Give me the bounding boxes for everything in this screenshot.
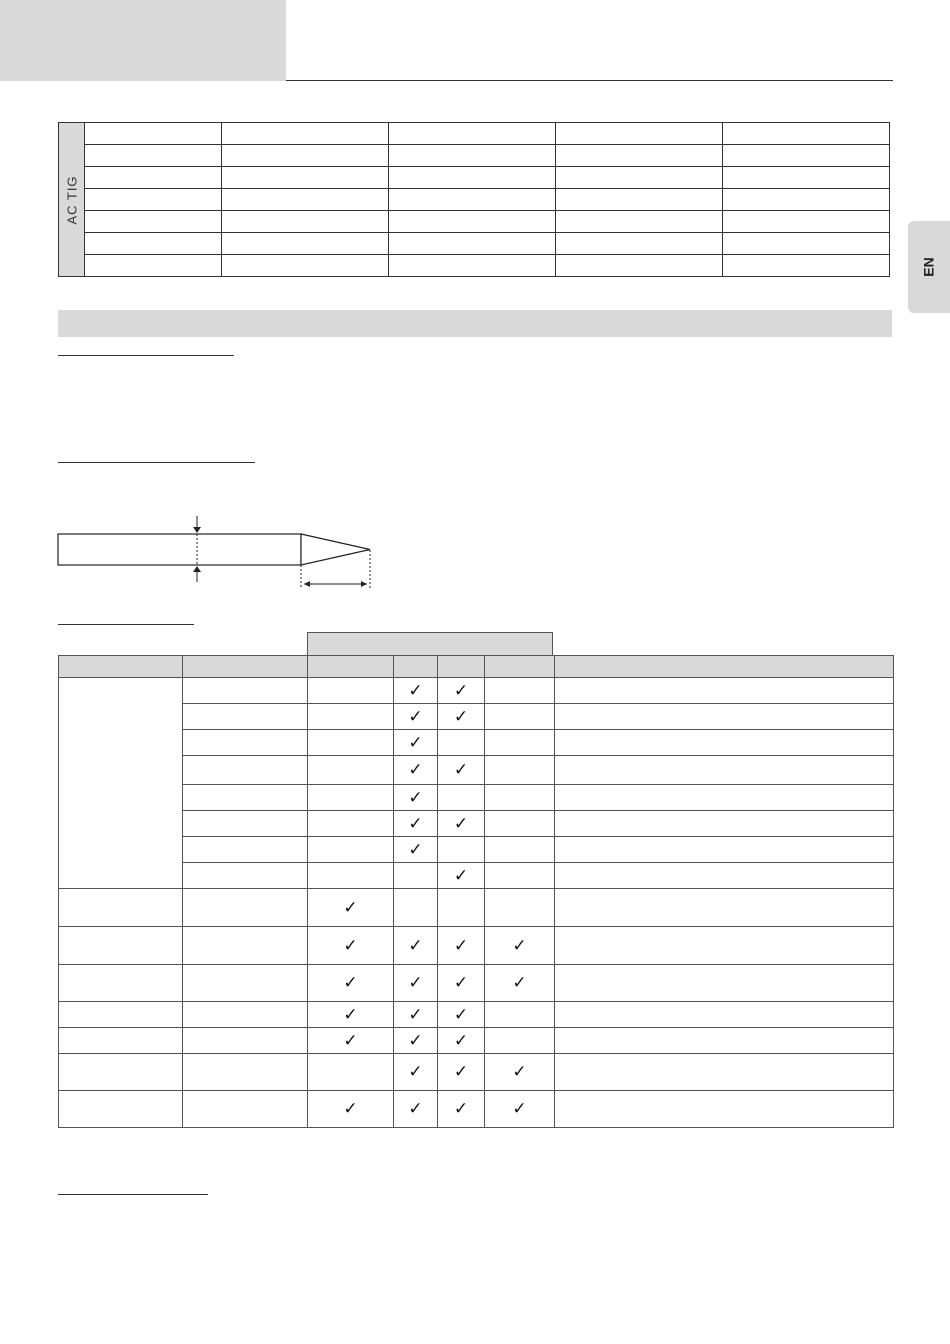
table-cell bbox=[485, 811, 555, 837]
checkmark-icon: ✓ bbox=[408, 839, 423, 860]
table-cell bbox=[59, 927, 183, 965]
table-cell bbox=[556, 123, 723, 145]
table-cell bbox=[485, 785, 555, 811]
table-cell bbox=[59, 889, 183, 927]
table-cell bbox=[85, 189, 222, 211]
checkmark-icon: ✓ bbox=[343, 1030, 358, 1051]
check-cell bbox=[394, 965, 438, 1002]
checkmark-icon: ✓ bbox=[343, 935, 358, 956]
check-cell bbox=[308, 1002, 394, 1028]
table-cell bbox=[59, 1091, 183, 1128]
table-row bbox=[59, 785, 894, 811]
table-cell bbox=[723, 123, 890, 145]
checkmark-icon: ✓ bbox=[408, 706, 423, 727]
column-header bbox=[485, 656, 555, 678]
table-cell bbox=[556, 145, 723, 167]
table-row bbox=[59, 1028, 894, 1054]
table-cell bbox=[485, 863, 555, 889]
table-cell bbox=[438, 785, 485, 811]
check-cell bbox=[438, 927, 485, 965]
checkmark-icon: ✓ bbox=[512, 935, 527, 956]
check-cell bbox=[438, 1054, 485, 1091]
table-cell bbox=[183, 730, 308, 756]
check-cell bbox=[438, 965, 485, 1002]
check-cell bbox=[438, 1091, 485, 1128]
check-cell bbox=[485, 1054, 555, 1091]
table-row bbox=[59, 145, 890, 167]
checkmark-icon: ✓ bbox=[453, 935, 469, 956]
table-cell bbox=[85, 145, 222, 167]
checkmark-icon: ✓ bbox=[408, 787, 423, 808]
table-cell bbox=[485, 837, 555, 863]
subheading-underline bbox=[58, 1194, 208, 1195]
check-cell bbox=[394, 1028, 438, 1054]
table-cell bbox=[723, 211, 890, 233]
table-row bbox=[59, 211, 890, 233]
table-cell bbox=[555, 837, 894, 863]
compat-table bbox=[58, 655, 894, 1128]
table-cell bbox=[183, 756, 308, 785]
table-cell bbox=[183, 785, 308, 811]
table-cell bbox=[555, 863, 894, 889]
checkmark-icon: ✓ bbox=[408, 760, 423, 780]
table-row bbox=[59, 863, 894, 889]
table-cell bbox=[389, 233, 556, 255]
table-cell bbox=[555, 730, 894, 756]
table-cell bbox=[389, 145, 556, 167]
table-header-row bbox=[59, 656, 894, 678]
table-cell bbox=[308, 863, 394, 889]
table-row bbox=[59, 704, 894, 730]
table-cell bbox=[438, 837, 485, 863]
check-cell bbox=[438, 1002, 485, 1028]
subheading-underline bbox=[58, 624, 194, 625]
check-cell bbox=[394, 811, 438, 837]
table-row bbox=[59, 965, 894, 1002]
check-cell bbox=[438, 704, 485, 730]
table-cell bbox=[222, 211, 389, 233]
table-cell bbox=[222, 255, 389, 277]
table-row bbox=[59, 811, 894, 837]
table-row bbox=[59, 756, 894, 785]
column-header bbox=[555, 656, 894, 678]
table-cell bbox=[485, 1028, 555, 1054]
table-cell bbox=[183, 965, 308, 1002]
table-cell bbox=[308, 704, 394, 730]
table-row bbox=[59, 730, 894, 756]
table-cell bbox=[183, 704, 308, 730]
checkmark-icon: ✓ bbox=[408, 973, 423, 993]
table-cell bbox=[183, 1091, 308, 1128]
compat-group-header bbox=[307, 632, 553, 655]
table-cell bbox=[485, 756, 555, 785]
checkmark-icon: ✓ bbox=[453, 680, 469, 701]
check-cell bbox=[394, 837, 438, 863]
section-heading-bar bbox=[58, 310, 892, 337]
table-row bbox=[59, 1091, 894, 1128]
table-row bbox=[59, 927, 894, 965]
check-cell bbox=[438, 678, 485, 704]
table-cell bbox=[394, 889, 438, 927]
table-row bbox=[59, 678, 894, 704]
ac-tig-side-label-cell bbox=[59, 123, 85, 277]
check-cell bbox=[394, 927, 438, 965]
ac-tig-table bbox=[58, 122, 890, 277]
column-header bbox=[394, 656, 438, 678]
language-code: EN bbox=[920, 257, 937, 277]
table-cell bbox=[183, 837, 308, 863]
table-cell bbox=[555, 1002, 894, 1028]
checkmark-icon: ✓ bbox=[453, 1099, 469, 1119]
table-cell bbox=[723, 255, 890, 277]
table-cell bbox=[555, 756, 894, 785]
table-cell bbox=[485, 730, 555, 756]
checkmark-icon: ✓ bbox=[343, 973, 358, 993]
table-cell bbox=[59, 1028, 183, 1054]
language-tab[interactable] bbox=[908, 221, 950, 313]
table-cell bbox=[555, 927, 894, 965]
table-cell bbox=[308, 730, 394, 756]
table-cell bbox=[555, 1091, 894, 1128]
check-cell bbox=[394, 678, 438, 704]
checkmark-icon: ✓ bbox=[453, 813, 469, 834]
arrow-head bbox=[193, 527, 201, 533]
checkmark-icon: ✓ bbox=[408, 680, 423, 701]
table-cell bbox=[438, 889, 485, 927]
column-header bbox=[308, 656, 394, 678]
table-cell bbox=[723, 189, 890, 211]
check-cell bbox=[308, 927, 394, 965]
table-cell bbox=[183, 678, 308, 704]
table-cell bbox=[59, 1054, 183, 1091]
table-row bbox=[59, 123, 890, 145]
column-header bbox=[183, 656, 308, 678]
check-cell bbox=[438, 811, 485, 837]
checkmark-icon: ✓ bbox=[453, 1062, 469, 1082]
table-cell bbox=[556, 167, 723, 189]
check-cell bbox=[438, 756, 485, 785]
table-row bbox=[59, 255, 890, 277]
table-cell bbox=[59, 965, 183, 1002]
table-cell bbox=[556, 233, 723, 255]
table-cell bbox=[555, 811, 894, 837]
table-cell bbox=[222, 167, 389, 189]
table-cell bbox=[555, 1054, 894, 1091]
table-cell bbox=[183, 1002, 308, 1028]
check-cell bbox=[394, 1091, 438, 1128]
table-cell bbox=[555, 889, 894, 927]
table-cell bbox=[555, 785, 894, 811]
group-cell bbox=[59, 678, 183, 889]
checkmark-icon: ✓ bbox=[343, 897, 358, 918]
table-cell bbox=[723, 167, 890, 189]
table-row bbox=[59, 1002, 894, 1028]
table-cell bbox=[308, 1054, 394, 1091]
check-cell bbox=[308, 889, 394, 927]
checkmark-icon: ✓ bbox=[453, 973, 469, 993]
table-cell bbox=[389, 189, 556, 211]
checkmark-icon: ✓ bbox=[343, 1099, 358, 1119]
table-cell bbox=[222, 189, 389, 211]
subheading-underline bbox=[58, 462, 255, 463]
electrode-tip bbox=[301, 534, 370, 565]
checkmark-icon: ✓ bbox=[408, 1062, 423, 1082]
checkmark-icon: ✓ bbox=[453, 706, 469, 727]
check-cell bbox=[308, 1091, 394, 1128]
table-cell bbox=[85, 123, 222, 145]
table-cell bbox=[556, 189, 723, 211]
check-cell bbox=[394, 1054, 438, 1091]
check-cell bbox=[394, 704, 438, 730]
table-cell bbox=[308, 756, 394, 785]
table-cell bbox=[555, 678, 894, 704]
checkmark-icon: ✓ bbox=[512, 973, 527, 993]
table-cell bbox=[183, 811, 308, 837]
table-row bbox=[59, 1054, 894, 1091]
table-cell bbox=[485, 889, 555, 927]
table-cell bbox=[183, 927, 308, 965]
table-row bbox=[59, 233, 890, 255]
checkmark-icon: ✓ bbox=[512, 1099, 527, 1119]
ac-tig-side-label: AC TIG bbox=[64, 174, 79, 225]
column-header bbox=[438, 656, 485, 678]
table-cell bbox=[85, 255, 222, 277]
check-cell bbox=[485, 927, 555, 965]
arrow-head bbox=[361, 581, 367, 587]
header-rule bbox=[286, 80, 893, 81]
electrode-body bbox=[58, 534, 301, 565]
column-header bbox=[59, 656, 183, 678]
table-cell bbox=[555, 704, 894, 730]
table-cell bbox=[438, 730, 485, 756]
table-row bbox=[59, 189, 890, 211]
table-cell bbox=[389, 255, 556, 277]
check-cell bbox=[485, 1091, 555, 1128]
header-gray-box bbox=[0, 0, 286, 81]
check-cell bbox=[394, 756, 438, 785]
subheading-underline bbox=[58, 355, 234, 356]
table-cell bbox=[308, 837, 394, 863]
table-cell bbox=[556, 211, 723, 233]
table-cell bbox=[723, 145, 890, 167]
table-row bbox=[59, 837, 894, 863]
table-cell bbox=[308, 811, 394, 837]
checkmark-icon: ✓ bbox=[408, 1004, 423, 1025]
check-cell bbox=[394, 785, 438, 811]
table-cell bbox=[485, 704, 555, 730]
table-cell bbox=[556, 255, 723, 277]
checkmark-icon: ✓ bbox=[408, 732, 423, 753]
table-cell bbox=[183, 1028, 308, 1054]
arrow-head bbox=[193, 566, 201, 572]
table-cell bbox=[85, 167, 222, 189]
check-cell bbox=[394, 1002, 438, 1028]
checkmark-icon: ✓ bbox=[408, 935, 423, 956]
arrow-head bbox=[304, 581, 310, 587]
check-cell bbox=[308, 965, 394, 1002]
table-row bbox=[59, 167, 890, 189]
table-cell bbox=[59, 1002, 183, 1028]
table-cell bbox=[85, 211, 222, 233]
table-cell bbox=[394, 863, 438, 889]
table-cell bbox=[308, 785, 394, 811]
table-cell bbox=[183, 1054, 308, 1091]
table-cell bbox=[222, 123, 389, 145]
checkmark-icon: ✓ bbox=[453, 760, 469, 780]
checkmark-icon: ✓ bbox=[453, 1030, 469, 1051]
table-cell bbox=[485, 1002, 555, 1028]
table-cell bbox=[485, 678, 555, 704]
checkmark-icon: ✓ bbox=[343, 1004, 358, 1025]
table-cell bbox=[389, 211, 556, 233]
checkmark-icon: ✓ bbox=[408, 1030, 423, 1051]
checkmark-icon: ✓ bbox=[453, 865, 469, 886]
check-cell bbox=[308, 1028, 394, 1054]
checkmark-icon: ✓ bbox=[408, 1099, 423, 1119]
table-cell bbox=[222, 233, 389, 255]
table-cell bbox=[308, 678, 394, 704]
table-cell bbox=[183, 889, 308, 927]
table-cell bbox=[555, 965, 894, 1002]
check-cell bbox=[485, 965, 555, 1002]
table-cell bbox=[389, 123, 556, 145]
check-cell bbox=[438, 863, 485, 889]
check-cell bbox=[394, 730, 438, 756]
table-cell bbox=[85, 233, 222, 255]
table-cell bbox=[555, 1028, 894, 1054]
table-cell bbox=[183, 863, 308, 889]
checkmark-icon: ✓ bbox=[512, 1062, 527, 1082]
table-cell bbox=[389, 167, 556, 189]
checkmark-icon: ✓ bbox=[408, 813, 423, 834]
checkmark-icon: ✓ bbox=[453, 1004, 469, 1025]
table-cell bbox=[222, 145, 389, 167]
table-row bbox=[59, 889, 894, 927]
check-cell bbox=[438, 1028, 485, 1054]
table-cell bbox=[723, 233, 890, 255]
electrode-diagram bbox=[57, 508, 387, 592]
